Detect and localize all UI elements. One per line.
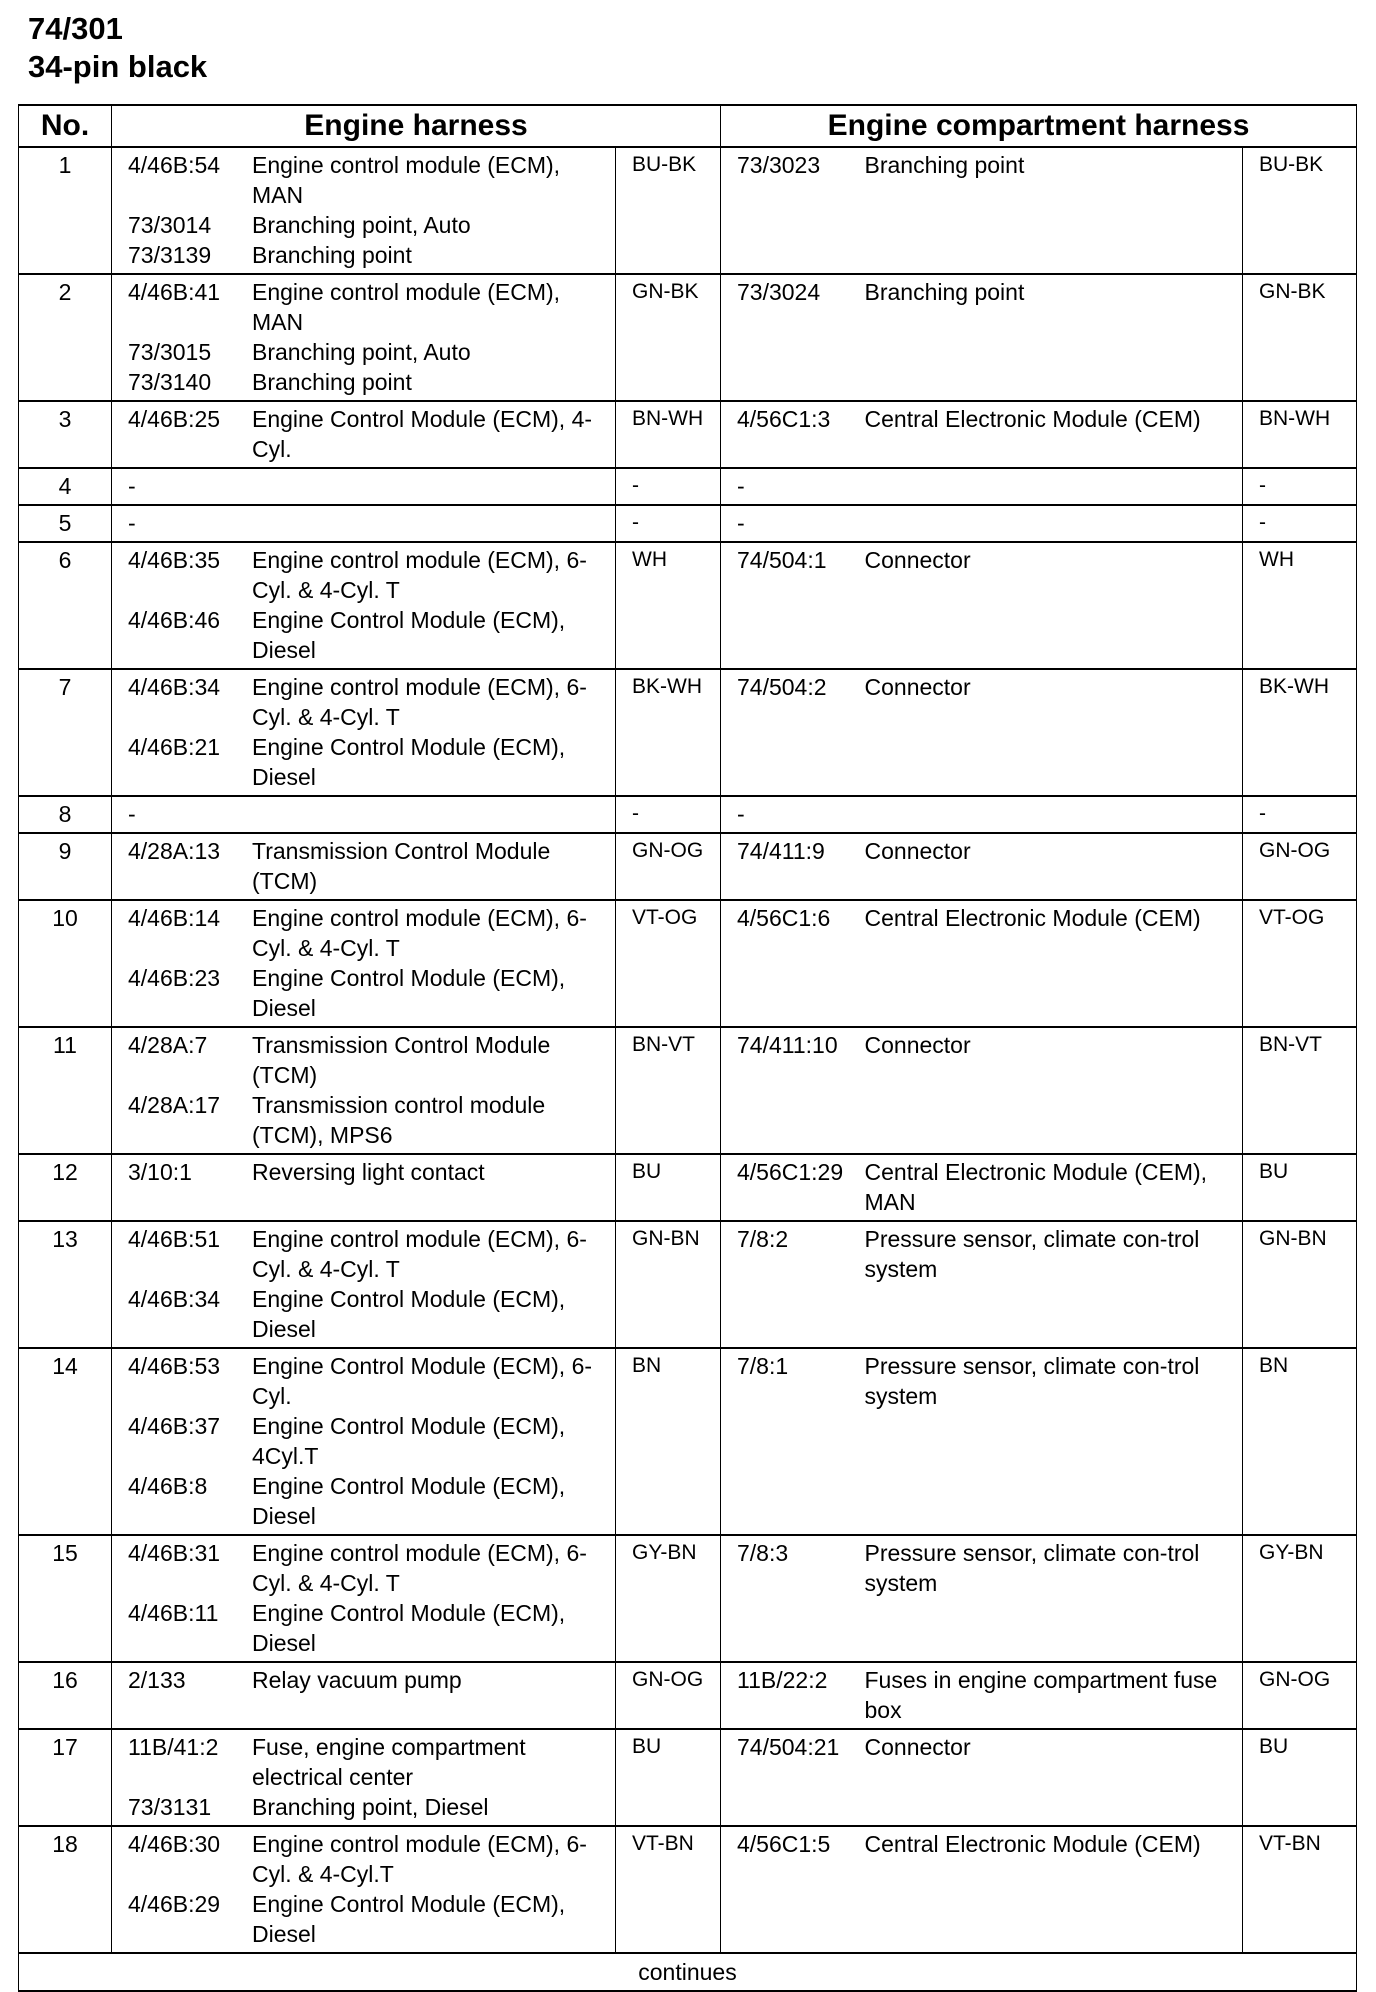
engine-harness-entry	[112, 471, 615, 501]
engine-harness-color: BK-WH	[616, 669, 721, 796]
engine-harness-code: 3/10:1	[128, 1159, 192, 1185]
table-row	[19, 274, 1357, 401]
engine-harness-color: -	[616, 468, 721, 505]
engine-harness-cell	[112, 833, 616, 900]
engine-harness-code: 4/28A:13	[128, 838, 221, 864]
compartment-desc: Pressure sensor, climate con-trol system	[861, 1348, 1243, 1535]
compartment-code: 4/56C1:29	[721, 1154, 861, 1221]
compartment-desc: Central Electronic Module (CEM), MAN	[861, 1154, 1243, 1221]
table-row	[19, 542, 1357, 669]
engine-harness-entry	[112, 1829, 615, 1889]
compartment-color: BK-WH	[1243, 669, 1357, 796]
compartment-color: GN-OG	[1243, 833, 1357, 900]
engine-harness-code: 73/3015	[128, 339, 212, 365]
engine-harness-color: -	[616, 796, 721, 833]
engine-harness-color: GN-BN	[616, 1221, 721, 1348]
engine-harness-entry	[112, 1030, 615, 1090]
engine-harness-desc: Engine Control Module (ECM), Diesel	[252, 965, 566, 1021]
compartment-code: 74/411:10	[721, 1027, 861, 1154]
engine-harness-entry	[112, 1157, 615, 1187]
table-row	[19, 401, 1357, 468]
compartment-desc: Connector	[861, 1729, 1243, 1826]
engine-harness-color: -	[616, 505, 721, 542]
compartment-code: 74/411:9	[721, 833, 861, 900]
engine-harness-cell	[112, 274, 616, 401]
engine-harness-color: BN-VT	[616, 1027, 721, 1154]
engine-harness-cell	[112, 1154, 616, 1221]
engine-harness-desc: Transmission Control Module (TCM)	[252, 1032, 551, 1088]
engine-harness-color: GN-BK	[616, 274, 721, 401]
table-row	[19, 669, 1357, 796]
engine-harness-desc: Engine Control Module (ECM), Diesel	[252, 607, 566, 663]
engine-harness-cell	[112, 1348, 616, 1535]
engine-harness-cell	[112, 542, 616, 669]
compartment-code: 11B/22:2	[721, 1662, 861, 1729]
engine-harness-color: BN	[616, 1348, 721, 1535]
engine-harness-cell	[112, 505, 616, 542]
table-row	[19, 1221, 1357, 1348]
engine-harness-cell	[112, 1729, 616, 1826]
engine-harness-entry	[112, 337, 615, 367]
engine-harness-desc: Branching point, Auto	[252, 212, 471, 238]
pin-table	[18, 104, 1357, 1992]
engine-harness-desc: Fuse, engine compartment electrical center	[252, 1734, 526, 1790]
engine-harness-entry	[112, 1598, 615, 1658]
engine-harness-entry	[112, 240, 615, 270]
engine-harness-code: 4/46B:35	[128, 547, 221, 573]
engine-harness-code: 4/46B:41	[128, 279, 221, 305]
engine-harness-desc: Engine control module (ECM), 6-Cyl. & 4-Cyl. T	[252, 1226, 587, 1282]
compartment-desc: Central Electronic Module (CEM)	[861, 900, 1243, 1027]
engine-harness-code: 4/46B:21	[128, 734, 221, 760]
compartment-code: 74/504:1	[721, 542, 861, 669]
engine-harness-code: 4/46B:11	[128, 1600, 219, 1626]
engine-harness-entry	[112, 210, 615, 240]
compartment-color: -	[1243, 468, 1357, 505]
engine-harness-color: BN-WH	[616, 401, 721, 468]
pin-number: 13	[19, 1221, 112, 1348]
pin-number: 6	[19, 542, 112, 669]
compartment-color: BU	[1243, 1729, 1357, 1826]
engine-harness-code: 4/46B:34	[128, 674, 221, 700]
engine-harness-entry	[112, 277, 615, 337]
engine-harness-color: GN-OG	[616, 833, 721, 900]
compartment-code: 73/3024	[721, 274, 861, 401]
engine-harness-entry	[112, 508, 615, 538]
engine-harness-desc: Transmission control module (TCM), MPS6	[252, 1092, 546, 1148]
engine-harness-desc: Engine Control Module (ECM), Diesel	[252, 734, 566, 790]
engine-harness-desc: Engine control module (ECM), 6-Cyl. & 4-Cyl. T	[252, 905, 587, 961]
compartment-desc: Branching point	[861, 274, 1243, 401]
compartment-code: 7/8:1	[721, 1348, 861, 1535]
table-row	[19, 833, 1357, 900]
pin-number: 17	[19, 1729, 112, 1826]
engine-harness-code: 73/3131	[128, 1794, 212, 1820]
compartment-desc: Connector	[861, 833, 1243, 900]
table-row	[19, 148, 1357, 274]
table-row	[19, 1348, 1357, 1535]
engine-harness-code: -	[128, 473, 136, 499]
pin-number: 16	[19, 1662, 112, 1729]
engine-harness-color: VT-BN	[616, 1826, 721, 1953]
engine-harness-entry	[112, 1665, 615, 1695]
compartment-desc	[861, 468, 1243, 505]
table-row	[19, 468, 1357, 505]
engine-harness-desc: Engine Control Module (ECM), Diesel	[252, 1600, 566, 1656]
engine-harness-color: WH	[616, 542, 721, 669]
table-row	[19, 505, 1357, 542]
compartment-color: GY-BN	[1243, 1535, 1357, 1662]
table-row	[19, 1154, 1357, 1221]
engine-harness-code: -	[128, 510, 136, 536]
engine-harness-code: 4/46B:54	[128, 152, 221, 178]
table-row	[19, 796, 1357, 833]
engine-harness-code: 73/3139	[128, 242, 212, 268]
engine-harness-cell	[112, 148, 616, 274]
engine-harness-cell	[112, 1662, 616, 1729]
engine-harness-entry	[112, 1538, 615, 1598]
engine-harness-entry	[112, 1411, 615, 1471]
engine-harness-code: 4/28A:7	[128, 1032, 208, 1058]
table-row	[19, 1662, 1357, 1729]
engine-harness-desc: Engine control module (ECM), MAN	[252, 279, 561, 335]
engine-harness-desc: Engine Control Module (ECM), 4-Cyl.	[252, 406, 593, 462]
connector-id: 74/301	[28, 11, 123, 46]
engine-harness-cell	[112, 1221, 616, 1348]
compartment-desc: Central Electronic Module (CEM)	[861, 401, 1243, 468]
compartment-code: 4/56C1:5	[721, 1826, 861, 1953]
pin-number: 1	[19, 148, 112, 274]
compartment-code: 7/8:2	[721, 1221, 861, 1348]
engine-harness-code: 4/46B:51	[128, 1226, 221, 1252]
engine-harness-code: 4/46B:14	[128, 905, 221, 931]
table-row	[19, 1826, 1357, 1953]
header-no: No.	[19, 105, 112, 147]
engine-harness-entry	[112, 367, 615, 397]
compartment-code: -	[721, 505, 861, 542]
engine-harness-code: 4/46B:25	[128, 406, 221, 432]
engine-harness-desc: Engine Control Module (ECM), 6-Cyl.	[252, 1353, 593, 1409]
compartment-color: WH	[1243, 542, 1357, 669]
pin-number: 2	[19, 274, 112, 401]
header-engine-harness: Engine harness	[112, 105, 721, 147]
engine-harness-entry	[112, 1224, 615, 1284]
compartment-color: BN-WH	[1243, 401, 1357, 468]
compartment-desc	[861, 505, 1243, 542]
table-row	[19, 1535, 1357, 1662]
compartment-code: 7/8:3	[721, 1535, 861, 1662]
engine-harness-color: GY-BN	[616, 1535, 721, 1662]
engine-harness-desc: Branching point	[252, 369, 412, 395]
compartment-color: -	[1243, 505, 1357, 542]
engine-harness-cell	[112, 900, 616, 1027]
engine-harness-desc: Reversing light contact	[252, 1159, 485, 1185]
engine-harness-entry	[112, 672, 615, 732]
pin-number: 14	[19, 1348, 112, 1535]
engine-harness-code: 73/3140	[128, 369, 212, 395]
compartment-code: -	[721, 468, 861, 505]
compartment-color: VT-OG	[1243, 900, 1357, 1027]
engine-harness-code: 4/46B:29	[128, 1891, 221, 1917]
engine-harness-desc: Branching point, Diesel	[252, 1794, 489, 1820]
engine-harness-entry	[112, 732, 615, 792]
engine-harness-color: BU	[616, 1729, 721, 1826]
engine-harness-cell	[112, 669, 616, 796]
compartment-desc: Pressure sensor, climate con-trol system	[861, 1221, 1243, 1348]
engine-harness-desc: Branching point, Auto	[252, 339, 471, 365]
compartment-desc: Connector	[861, 542, 1243, 669]
engine-harness-code: 11B/41:2	[128, 1734, 219, 1760]
engine-harness-desc: Engine Control Module (ECM), 4Cyl.T	[252, 1413, 566, 1469]
engine-harness-entry	[112, 1284, 615, 1344]
pin-number: 12	[19, 1154, 112, 1221]
engine-harness-entry	[112, 605, 615, 665]
engine-harness-entry	[112, 1090, 615, 1150]
compartment-desc: Connector	[861, 669, 1243, 796]
pin-rows	[19, 148, 1357, 1953]
engine-harness-entry	[112, 150, 615, 210]
engine-harness-entry	[112, 1732, 615, 1792]
compartment-desc: Central Electronic Module (CEM)	[861, 1826, 1243, 1953]
compartment-desc: Branching point	[864, 152, 1025, 178]
pin-number: 9	[19, 833, 112, 900]
engine-harness-entry	[112, 1889, 615, 1949]
pin-number: 18	[19, 1826, 112, 1953]
pin-number: 10	[19, 900, 112, 1027]
engine-harness-entry	[112, 903, 615, 963]
compartment-code: 74/504:21	[721, 1729, 861, 1826]
compartment-color: GN-BK	[1243, 274, 1357, 401]
engine-harness-cell	[112, 796, 616, 833]
engine-harness-cell	[112, 401, 616, 468]
engine-harness-entry	[112, 545, 615, 605]
compartment-desc: Fuses in engine compartment fuse box	[861, 1662, 1243, 1729]
compartment-color: -	[1243, 796, 1357, 833]
connector-description: 34-pin black	[28, 49, 208, 84]
engine-harness-desc: Branching point	[252, 242, 412, 268]
engine-harness-entry	[112, 404, 615, 464]
engine-harness-desc: Relay vacuum pump	[252, 1667, 462, 1693]
engine-harness-code: 4/28A:17	[128, 1092, 221, 1118]
page-heading	[28, 10, 207, 86]
engine-harness-code: 4/46B:30	[128, 1831, 221, 1857]
compartment-desc: Connector	[861, 1027, 1243, 1154]
compartment-code: 4/56C1:6	[721, 900, 861, 1027]
compartment-code: -	[721, 796, 861, 833]
header-row	[19, 105, 1357, 147]
engine-harness-code: 73/3014	[128, 212, 212, 238]
pin-number: 3	[19, 401, 112, 468]
engine-harness-code: 2/133	[128, 1667, 186, 1693]
engine-harness-desc: Transmission Control Module (TCM)	[252, 838, 551, 894]
engine-harness-code: 4/46B:8	[128, 1473, 208, 1499]
pin-number: 4	[19, 468, 112, 505]
engine-harness-cell	[112, 468, 616, 505]
continues-note: continues	[19, 1953, 1357, 1991]
engine-harness-entry	[112, 836, 615, 896]
engine-harness-desc: Engine control module (ECM), MAN	[252, 152, 561, 208]
pin-number: 15	[19, 1535, 112, 1662]
engine-harness-desc: Engine Control Module (ECM), Diesel	[252, 1891, 566, 1947]
engine-harness-entry	[112, 963, 615, 1023]
compartment-color: BU	[1243, 1154, 1357, 1221]
engine-harness-entry	[112, 799, 615, 829]
table-row	[19, 900, 1357, 1027]
compartment-color: BU-BK	[1243, 148, 1357, 274]
engine-harness-cell	[112, 1535, 616, 1662]
compartment-desc: Pressure sensor, climate con-trol system	[861, 1535, 1243, 1662]
compartment-code: 4/56C1:3	[721, 401, 861, 468]
engine-harness-code: 4/46B:23	[128, 965, 221, 991]
compartment-code: 73/3023	[721, 148, 861, 274]
header-compartment-harness: Engine compartment harness	[721, 105, 1357, 147]
engine-harness-cell	[112, 1826, 616, 1953]
compartment-color: GN-OG	[1243, 1662, 1357, 1729]
engine-harness-desc: Engine control module (ECM), 6-Cyl. & 4-Cyl.T	[252, 1831, 587, 1887]
engine-harness-desc: Engine control module (ECM), 6-Cyl. & 4-Cyl. T	[252, 547, 587, 603]
pin-number: 5	[19, 505, 112, 542]
engine-harness-entry	[112, 1471, 615, 1531]
pin-number: 7	[19, 669, 112, 796]
compartment-code: 74/504:2	[721, 669, 861, 796]
engine-harness-cell	[112, 1027, 616, 1154]
pin-number: 8	[19, 796, 112, 833]
engine-harness-desc: Engine Control Module (ECM), Diesel	[252, 1473, 566, 1529]
engine-harness-desc: Engine control module (ECM), 6-Cyl. & 4-Cyl. T	[252, 674, 587, 730]
engine-harness-color: VT-OG	[616, 900, 721, 1027]
engine-harness-color: GN-OG	[616, 1662, 721, 1729]
engine-harness-code: -	[128, 801, 136, 827]
engine-harness-desc: Engine control module (ECM), 6-Cyl. & 4-Cyl. T	[252, 1540, 587, 1596]
engine-harness-code: 4/46B:46	[128, 607, 221, 633]
engine-harness-entry	[112, 1351, 615, 1411]
engine-harness-code: 4/46B:53	[128, 1353, 221, 1379]
compartment-color: GN-BN	[1243, 1221, 1357, 1348]
compartment-color: BN	[1243, 1348, 1357, 1535]
engine-harness-color: BU-BK	[616, 148, 721, 274]
pin-number: 11	[19, 1027, 112, 1154]
table-row	[19, 1729, 1357, 1826]
engine-harness-color: BU	[616, 1154, 721, 1221]
engine-harness-desc: Engine Control Module (ECM), Diesel	[252, 1286, 566, 1342]
engine-harness-code: 4/46B:31	[128, 1540, 221, 1566]
compartment-desc	[861, 796, 1243, 833]
engine-harness-code: 4/46B:34	[128, 1286, 221, 1312]
compartment-color: BN-VT	[1243, 1027, 1357, 1154]
compartment-color: VT-BN	[1243, 1826, 1357, 1953]
table-row	[19, 1027, 1357, 1154]
engine-harness-code: 4/46B:37	[128, 1413, 221, 1439]
engine-harness-entry	[112, 1792, 615, 1822]
